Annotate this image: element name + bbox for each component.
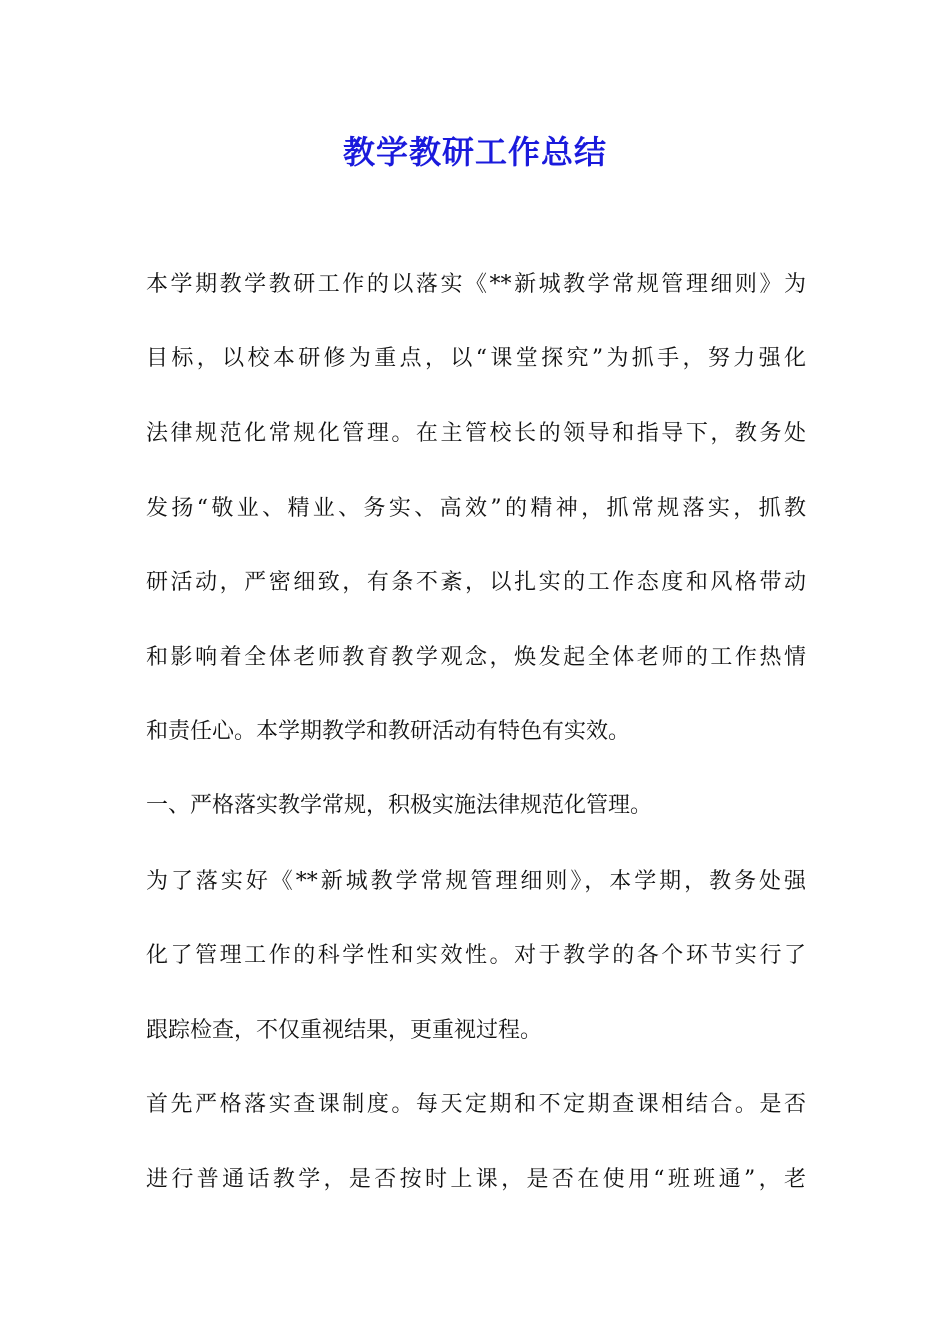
paragraph-line: 目标，以校本研修为重点，以“课堂探究”为抓手，努力强化 [146,346,806,371]
paragraph-line: 为了落实好《**新城教学常规管理细则》，本学期，教务处强 [146,869,806,894]
paragraph-line: 本学期教学教研工作的以落实《**新城教学常规管理细则》为 [146,272,806,297]
paragraph-line: 和责任心。本学期教学和教研活动有特色有实效。 [146,719,631,744]
paragraph-line: 首先严格落实查课制度。每天定期和不定期查课相结合。是否 [146,1092,806,1117]
paragraph-line: 研活动，严密细致，有条不紊，以扎实的工作态度和风格带动 [146,570,806,595]
paragraph-line: 化了管理工作的科学性和实效性。对于教学的各个环节实行了 [146,943,806,968]
section-heading: 一、严格落实教学常规，积极实施法律规范化管理。 [146,793,653,818]
document-title: 教学教研工作总结 [342,133,607,171]
paragraph-line: 发扬“敬业、精业、务实、高效”的精神，抓常规落实，抓教 [146,496,806,521]
paragraph-line: 进行普通话教学，是否按时上课，是否在使用“班班通”，老 [146,1167,806,1192]
paragraph-line: 法律规范化常规化管理。在主管校长的领导和指导下，教务处 [146,421,806,446]
paragraph-line: 和影响着全体老师教育教学观念，焕发起全体老师的工作热情 [146,645,806,670]
paragraph-line: 跟踪检查，不仅重视结果，更重视过程。 [146,1018,543,1043]
